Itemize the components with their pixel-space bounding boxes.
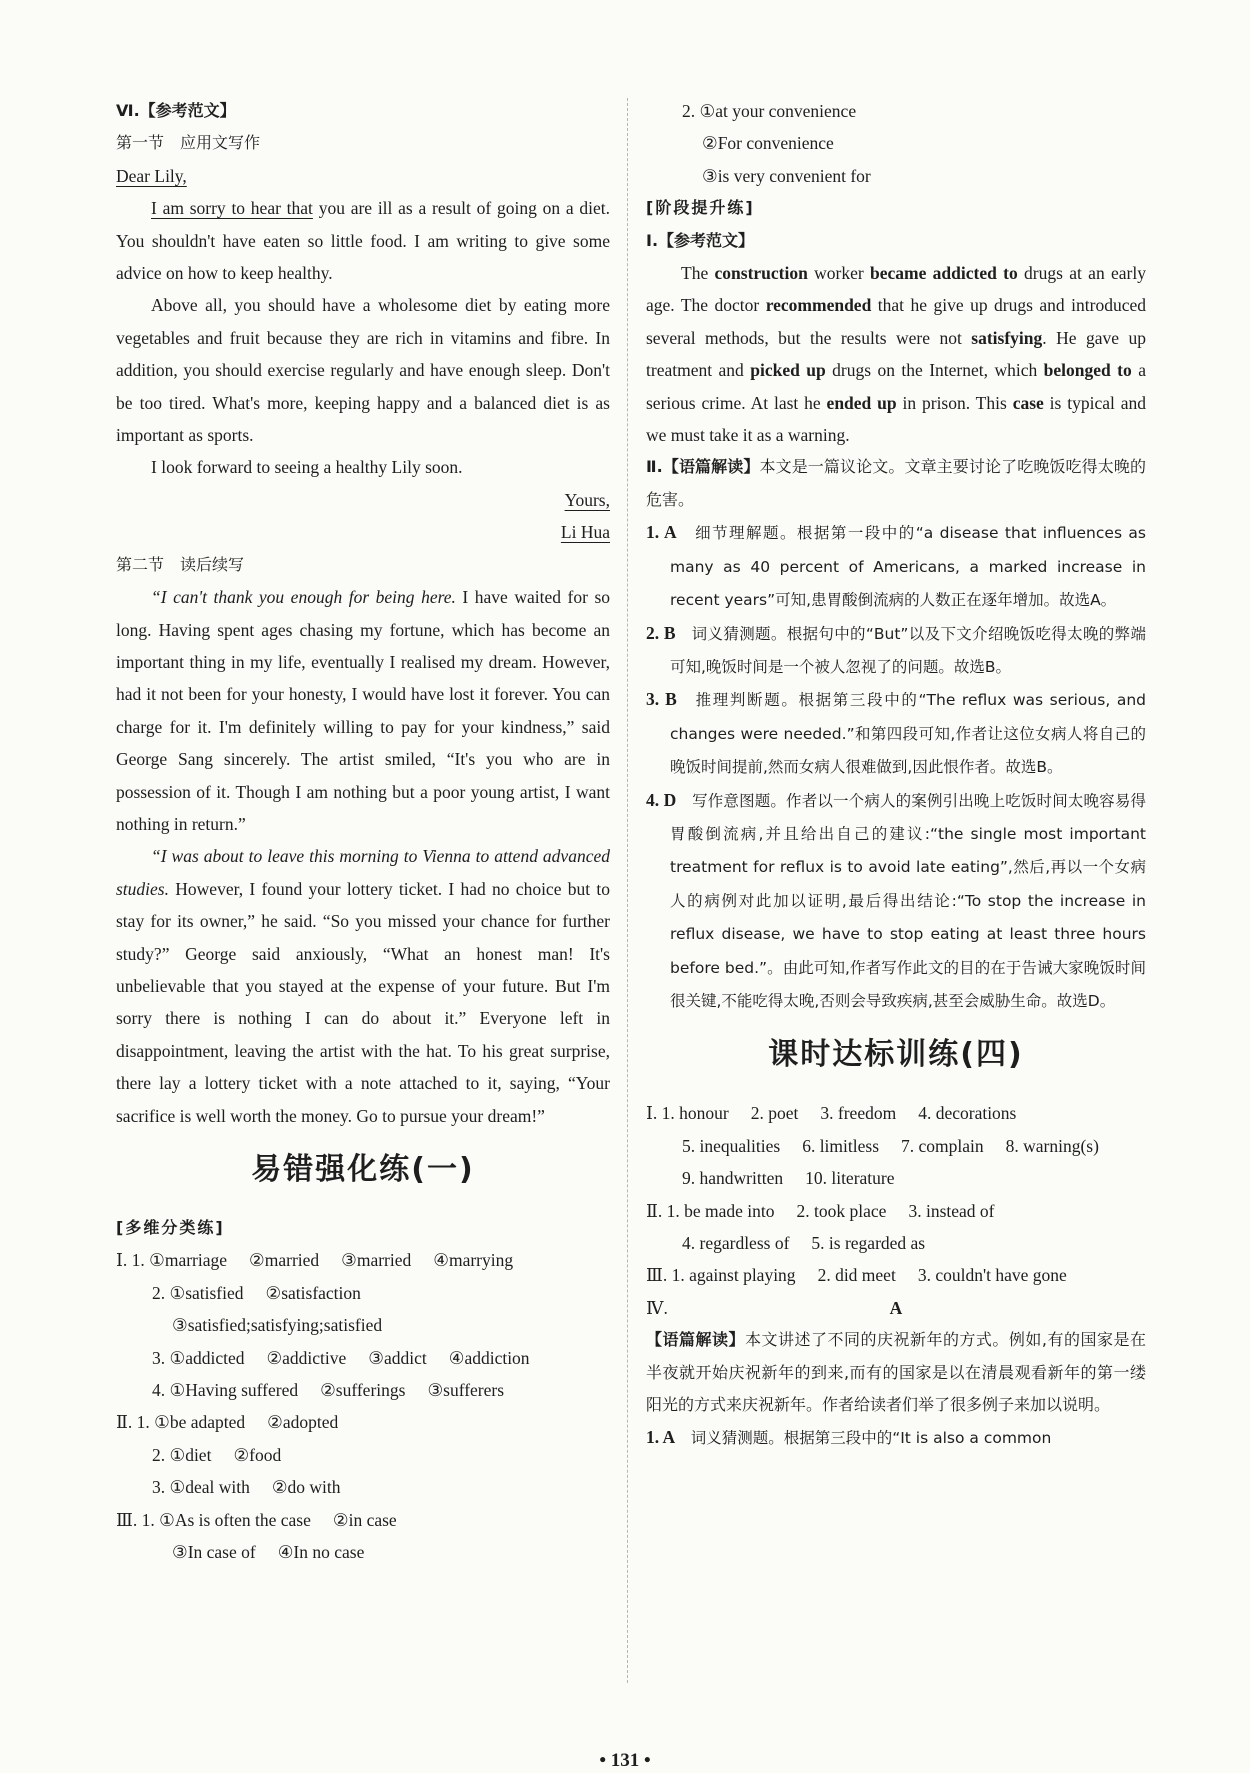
part-heading: 第二节 读后续写 bbox=[116, 554, 245, 574]
answer-row: 4. regardless of 5. is regarded as bbox=[682, 1233, 926, 1253]
answer-row: 3. ①deal with ②do with bbox=[152, 1477, 341, 1498]
section-heading: Ⅵ.【参考范文】 bbox=[116, 101, 236, 120]
passage-summary: Ⅱ.【语篇解读】本文是一篇议论文。文章主要讨论了吃晚饭吃得太晚的危害。 bbox=[646, 457, 1146, 509]
essay-paragraph bbox=[646, 257, 1146, 451]
essay-text: that he give up drugs and introduced several methods, but the results were not bbox=[646, 295, 1146, 348]
answer-item: 1. A 细节理解题。根据第一段中的“a disease that influences as many as 40 percent of Americans, a marked increase in recent years”可知,患胃酸倒流病的人数正在逐年增加。故选A。 bbox=[646, 522, 1146, 610]
answer-row: 2. ①diet ②food bbox=[152, 1444, 282, 1465]
answer-row: 2. ①at your convenience bbox=[682, 101, 857, 121]
right-column bbox=[646, 95, 1146, 1455]
page-number: • 131 • bbox=[599, 1750, 651, 1771]
essay-text: . He gave up treatment and bbox=[646, 327, 1146, 381]
answer-row: Ⅳ. A bbox=[646, 1297, 903, 1318]
essay-text: is typical and we must take it as a warning. bbox=[646, 392, 1146, 446]
closing: Yours, bbox=[564, 489, 610, 510]
essay-text: drugs at an early age. The doctor bbox=[646, 263, 1146, 316]
key-phrase: construction bbox=[714, 263, 808, 284]
answer-row: 9. handwritten 10. literature bbox=[682, 1168, 895, 1189]
answer-row: ③is very convenient for bbox=[702, 165, 871, 186]
answer-item: 2. B 词义猜测题。根据句中的“But”以及下文介绍晚饭吃得太晚的弊端可知,晚饭时间是一个被人忽视了的问题。故选B。 bbox=[646, 622, 1146, 676]
section-title: 易错强化练(一) bbox=[251, 1152, 475, 1187]
salutation: Dear Lily, bbox=[116, 165, 187, 186]
answer-item: 1. A 词义猜测题。根据第三段中的“It is also a common bbox=[646, 1427, 1052, 1448]
answer-row: Ⅰ. 1. honour 2. poet 3. freedom 4. decorations bbox=[646, 1103, 1017, 1124]
answer-row: Ⅲ. 1. ①As is often the case ②in case bbox=[116, 1509, 397, 1530]
answer-item: 3. B 推理判断题。根据第三段中的“The reflux was serious, and changes were needed.”和第四段可知,作者让这位女病人将自己的晚饭时间提前,然而女病人很难做到,因此恨作者。故选B。 bbox=[646, 689, 1146, 777]
essay-text: a serious crime. At last he bbox=[646, 360, 1146, 413]
paragraph: “I can't thank you enough for being here. I have waited for so long. Having spent ages chasing my fortune, which has become an important thing in my life, eventually I realised my dream. However, had it not been for your honesty, I would have lost it forever. You can charge for it. I'm definitely willing to pay for your kindness,” said George Sang sincerely. The artist smiled, “It's you who are in possession of it. Though I am nothing but a poor young artist, I want nothing in return.” bbox=[116, 587, 611, 834]
answer-item: 4. D 写作意图题。作者以一个病人的案例引出晚上吃饭时间太晚容易得胃酸倒流病,并且给出自己的建议:“the single most important treatment for reflux is to avoid late eating”,然后,再以一个女病人的病例对此加以证明,最后得出结论:“To stop the increase in reflux disease, we have to stop eating at least three hours before bed.”。由此可知,作者写作此文的目的在于告诫大家晚饭时间很关键,不能吃得太晚,否则会导致疾病,甚至会威胁生命。故选D。 bbox=[646, 789, 1146, 1010]
answer-row: Ⅰ. 1. ①marriage ②married ③married ④marrying bbox=[116, 1250, 514, 1271]
key-phrase: case bbox=[1012, 392, 1044, 413]
key-phrase: ended up bbox=[826, 392, 897, 413]
paragraph: Above all, you should have a wholesome diet by eating more vegetables and fruit because they are rich in vitamins and fibre. In addition, you should exercise regularly and have enough sleep. Don't be too tired. What's more, keeping happy and a balanced diet is as important as sports. bbox=[116, 295, 610, 446]
essay-text: The bbox=[681, 263, 715, 284]
answer-row: Ⅱ. 1. be made into 2. took place 3. instead of bbox=[646, 1200, 995, 1221]
answer-row: ③In case of ④In no case bbox=[172, 1542, 365, 1563]
section-title: 课时达标训练(四) bbox=[768, 1037, 1024, 1073]
answer-row: 3. ①addicted ②addictive ③addict ④addiction bbox=[152, 1347, 530, 1368]
key-phrase: belonged to bbox=[1043, 360, 1132, 381]
answer-row: 5. inequalities 6. limitless 7. complain 8. warning(s) bbox=[682, 1135, 1099, 1156]
column-divider bbox=[627, 98, 628, 1683]
answer-row: ③satisfied;satisfying;satisfied bbox=[172, 1315, 383, 1336]
answer-row: 2. ①satisfied ②satisfaction bbox=[152, 1282, 361, 1303]
key-phrase: picked up bbox=[750, 360, 826, 381]
bracket-heading: [阶段提升练] bbox=[646, 198, 755, 218]
paragraph: I am sorry to hear that you are ill as a result of going on a diet. You shouldn't have eaten so little food. I am writing to give some advice on how to keep healthy. bbox=[116, 198, 611, 284]
passage-summary: 【语篇解读】本文讲述了不同的庆祝新年的方式。例如,有的国家是在半夜就开始庆祝新年的到来,而有的国家是以在清晨观看新年的第一缕阳光的方式来庆祝新年。作者给读者们举了很多例子来加以说明。 bbox=[646, 1330, 1146, 1415]
answer-row: 4. ①Having suffered ②sufferings ③sufferers bbox=[152, 1380, 505, 1401]
essay-text: in prison. This bbox=[896, 392, 1013, 413]
key-phrase: became addicted to bbox=[870, 263, 1018, 284]
answer-list bbox=[646, 516, 1146, 1017]
bracket-heading: [多维分类练] bbox=[116, 1218, 225, 1237]
essay-text: drugs on the Internet, which bbox=[825, 360, 1044, 381]
essay-text: worker bbox=[807, 263, 871, 284]
paragraph: “I was about to leave this morning to Vienna to attend advanced studies. However, I found your lottery ticket. I had no choice but to stay for its owner,” he said. “So you missed your chance for further study?” George said anxiously, “What an honest man! It's unbelievable that you stayed at the expense of your future. But I'm sorry there is nothing I can do about it.” Everyone left in disappointment, leaving the artist with the hat. To his great surprise, there lay a lottery ticket with a note attached to it, saying, “Your sacrifice is well worth the money. Go to pursue your dream!” bbox=[116, 846, 610, 1126]
section-heading: Ⅰ.【参考范文】 bbox=[646, 230, 755, 250]
part-heading: 第一节 应用文写作 bbox=[116, 133, 261, 153]
answer-row: ②For convenience bbox=[702, 133, 834, 154]
key-phrase: satisfying bbox=[971, 327, 1043, 348]
answer-row: Ⅲ. 1. against playing 2. did meet 3. couldn't have gone bbox=[646, 1265, 1067, 1286]
paragraph: I look forward to seeing a healthy Lily soon. bbox=[151, 457, 463, 478]
signature: Li Hua bbox=[560, 522, 610, 543]
key-phrase: recommended bbox=[765, 295, 872, 316]
answer-row: Ⅱ. 1. ①be adapted ②adopted bbox=[116, 1412, 339, 1433]
left-column bbox=[116, 95, 610, 1568]
